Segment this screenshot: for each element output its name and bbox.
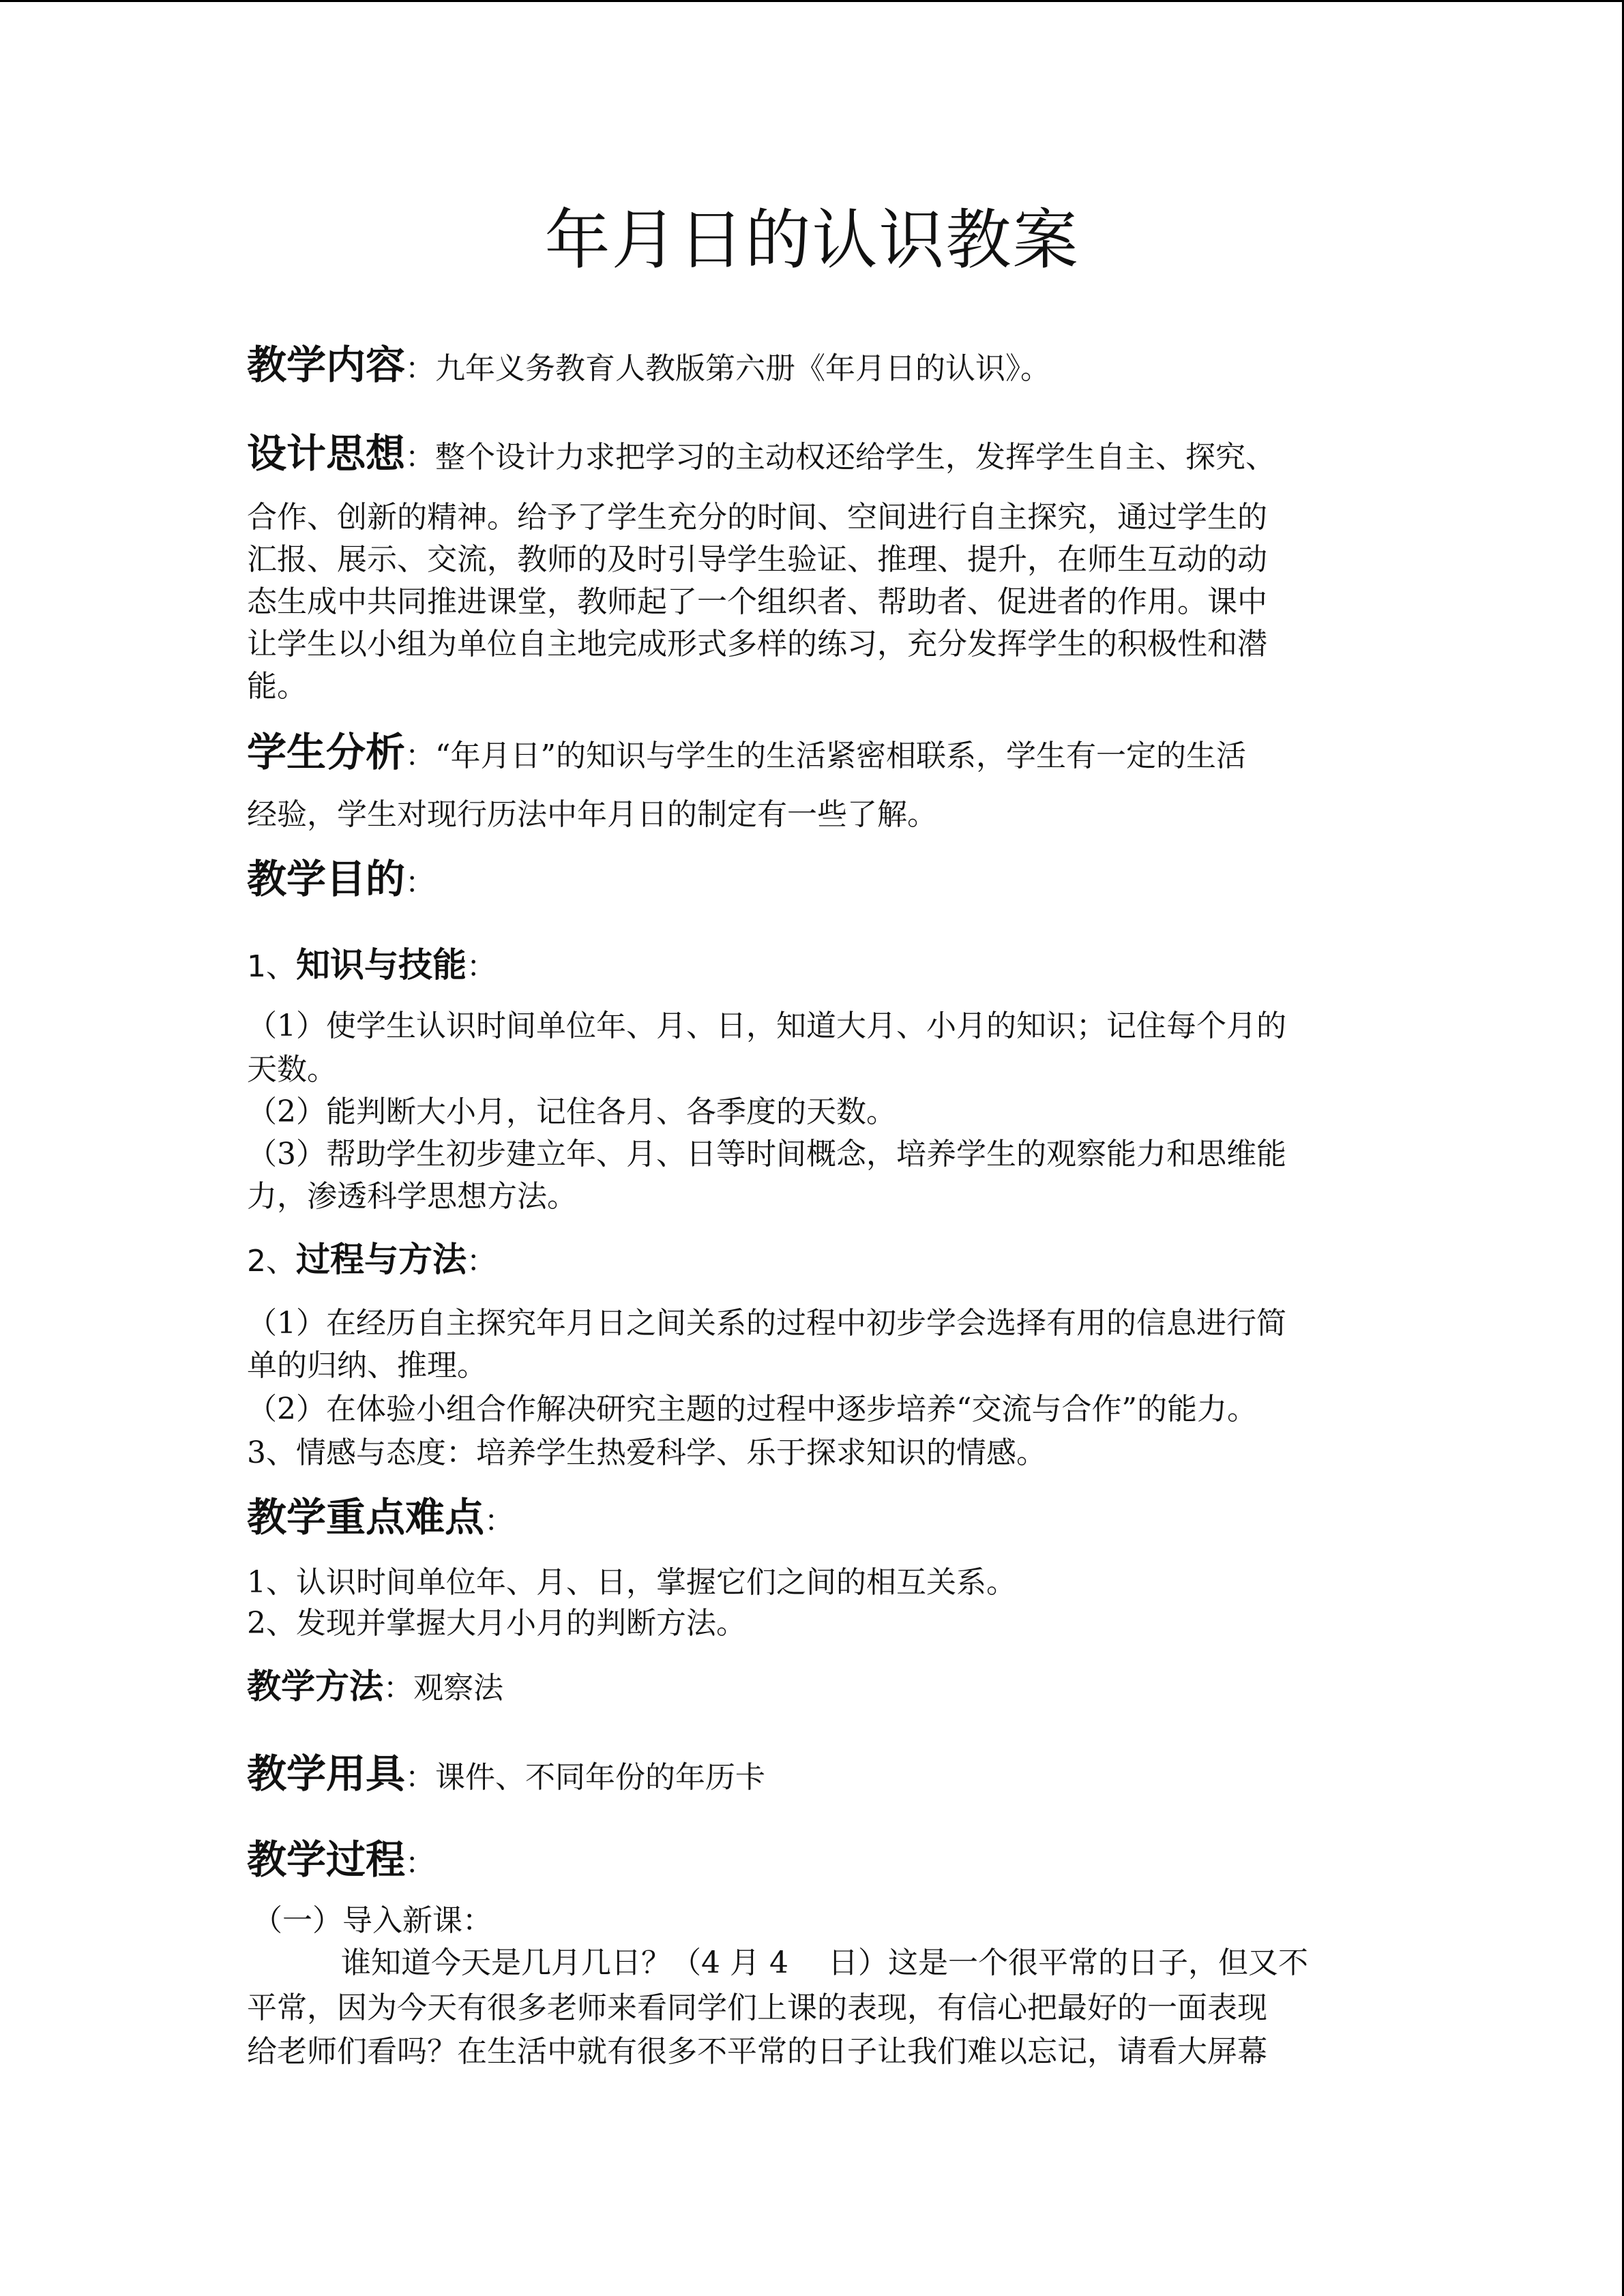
design-idea-line-5: 让学生以小组为单位自主地完成形式多样的练习，充分发挥学生的积极性和潜 (247, 627, 1267, 661)
goal-knowledge-line-3: （2）能判断大小月，记住各月、各季度的天数。 (247, 1094, 896, 1129)
design-idea-line-2: 合作、创新的精神。给予了学生充分的时间、空间进行自主探究，通过学生的 (247, 500, 1267, 535)
document-title: 年月日的认识教案 (544, 202, 1080, 278)
colon: ： (467, 949, 497, 984)
heading-teaching-tools: 教学用具 (247, 1750, 406, 1797)
section-teaching-method (247, 1663, 503, 1712)
page-border-top (0, 0, 1624, 2)
goal-process-line-3: （2）在体验小组合作解决研究主题的过程中逐步培养“交流与合作”的能力。 (247, 1392, 1257, 1427)
student-analysis-line-2: 经验，学生对现行历法中年月日的制定有一些了解。 (247, 797, 937, 832)
teaching-content-text: 九年义务教育人教版第六册《年月日的认识》。 (435, 351, 1051, 386)
section-teaching-process (247, 1836, 435, 1888)
colon: ： (405, 865, 436, 900)
design-idea-line-6: 能。 (247, 669, 307, 704)
teaching-method-text: 观察法 (413, 1671, 503, 1705)
section-teaching-tools (247, 1750, 765, 1802)
section-key-points (247, 1493, 514, 1545)
heading-key-points: 教学重点难点 (247, 1494, 485, 1540)
goal-knowledge-line-2: 天数。 (247, 1052, 337, 1087)
colon: ： (405, 440, 436, 475)
goal-process-line-1: （1）在经历自主探究年月日之间关系的过程中初步学会选择有用的信息进行简 (247, 1306, 1286, 1341)
section-design-idea (247, 430, 1275, 481)
key-point-1: 1、认识时间单位年、月、日，掌握它们之间的相互关系。 (247, 1565, 1016, 1600)
goal-knowledge-line-4: （3）帮助学生初步建立年、月、日等时间概念，培养学生的观察能力和思维能 (247, 1137, 1286, 1172)
goal-process-label: 过程与方法 (296, 1240, 467, 1279)
heading-design-idea: 设计思想 (247, 430, 406, 477)
teaching-tools-text: 课件、不同年份的年历卡 (435, 1760, 766, 1795)
heading-teaching-process: 教学过程 (247, 1836, 406, 1883)
goal-number: 2、 (247, 1244, 296, 1279)
goal-process-line-2: 单的归纳、推理。 (247, 1348, 487, 1383)
process-intro-line-2: 平常，因为今天有很多老师来看同学们上课的表现，有信心把最好的一面表现 (247, 1991, 1267, 2025)
design-idea-line-3: 汇报、展示、交流，教师的及时引导学生验证、推理、提升，在师生互动的动 (247, 542, 1267, 577)
section-teaching-content (247, 341, 1050, 393)
colon: ： (405, 351, 436, 386)
design-idea-line-1: 整个设计力求把学习的主动权还给学生，发挥学生自主、探究、 (435, 440, 1276, 475)
goal-number: 1、 (247, 949, 296, 984)
heading-teaching-content: 教学内容 (247, 342, 406, 388)
student-analysis-line-1: “年月日”的知识与学生的生活紧密相联系，学生有一定的生活 (435, 739, 1247, 773)
goal-knowledge-line-5: 力，渗透科学思想方法。 (247, 1179, 577, 1214)
colon: ： (405, 1846, 436, 1881)
colon: ： (467, 1244, 497, 1279)
heading-teaching-goals: 教学目的 (247, 856, 406, 902)
heading-teaching-method: 教学方法 (247, 1667, 383, 1706)
goal-knowledge-label: 知识与技能 (296, 945, 467, 985)
process-intro-heading: （一）导入新课： (252, 1903, 492, 1938)
section-student-analysis (247, 728, 1246, 780)
colon: ： (484, 1504, 515, 1538)
process-intro-line-1: 谁知道今天是几月几日？（4 月 4 日）这是一个很平常的日子，但又不 (341, 1945, 1308, 1980)
process-intro-line-3: 给老师们看吗？在生活中就有很多不平常的日子让我们难以忘记，请看大屏幕 (247, 2034, 1267, 2069)
design-idea-line-4: 态生成中共同推进课堂，教师起了一个组织者、帮助者、促进者的作用。课中 (247, 584, 1267, 619)
goal-knowledge-heading (247, 941, 497, 991)
colon: ： (405, 739, 436, 773)
colon: ： (405, 1760, 436, 1795)
colon: ： (383, 1671, 413, 1705)
goal-emotion-line: 3、情感与态度：培养学生热爱科学、乐于探求知识的情感。 (247, 1435, 1046, 1470)
goal-process-heading (247, 1236, 497, 1285)
key-point-2: 2、发现并掌握大月小月的判断方法。 (247, 1606, 746, 1641)
section-teaching-goals (247, 855, 435, 907)
heading-student-analysis: 学生分析 (247, 729, 406, 775)
goal-knowledge-line-1: （1）使学生认识时间单位年、月、日，知道大月、小月的知识；记住每个月的 (247, 1009, 1286, 1043)
